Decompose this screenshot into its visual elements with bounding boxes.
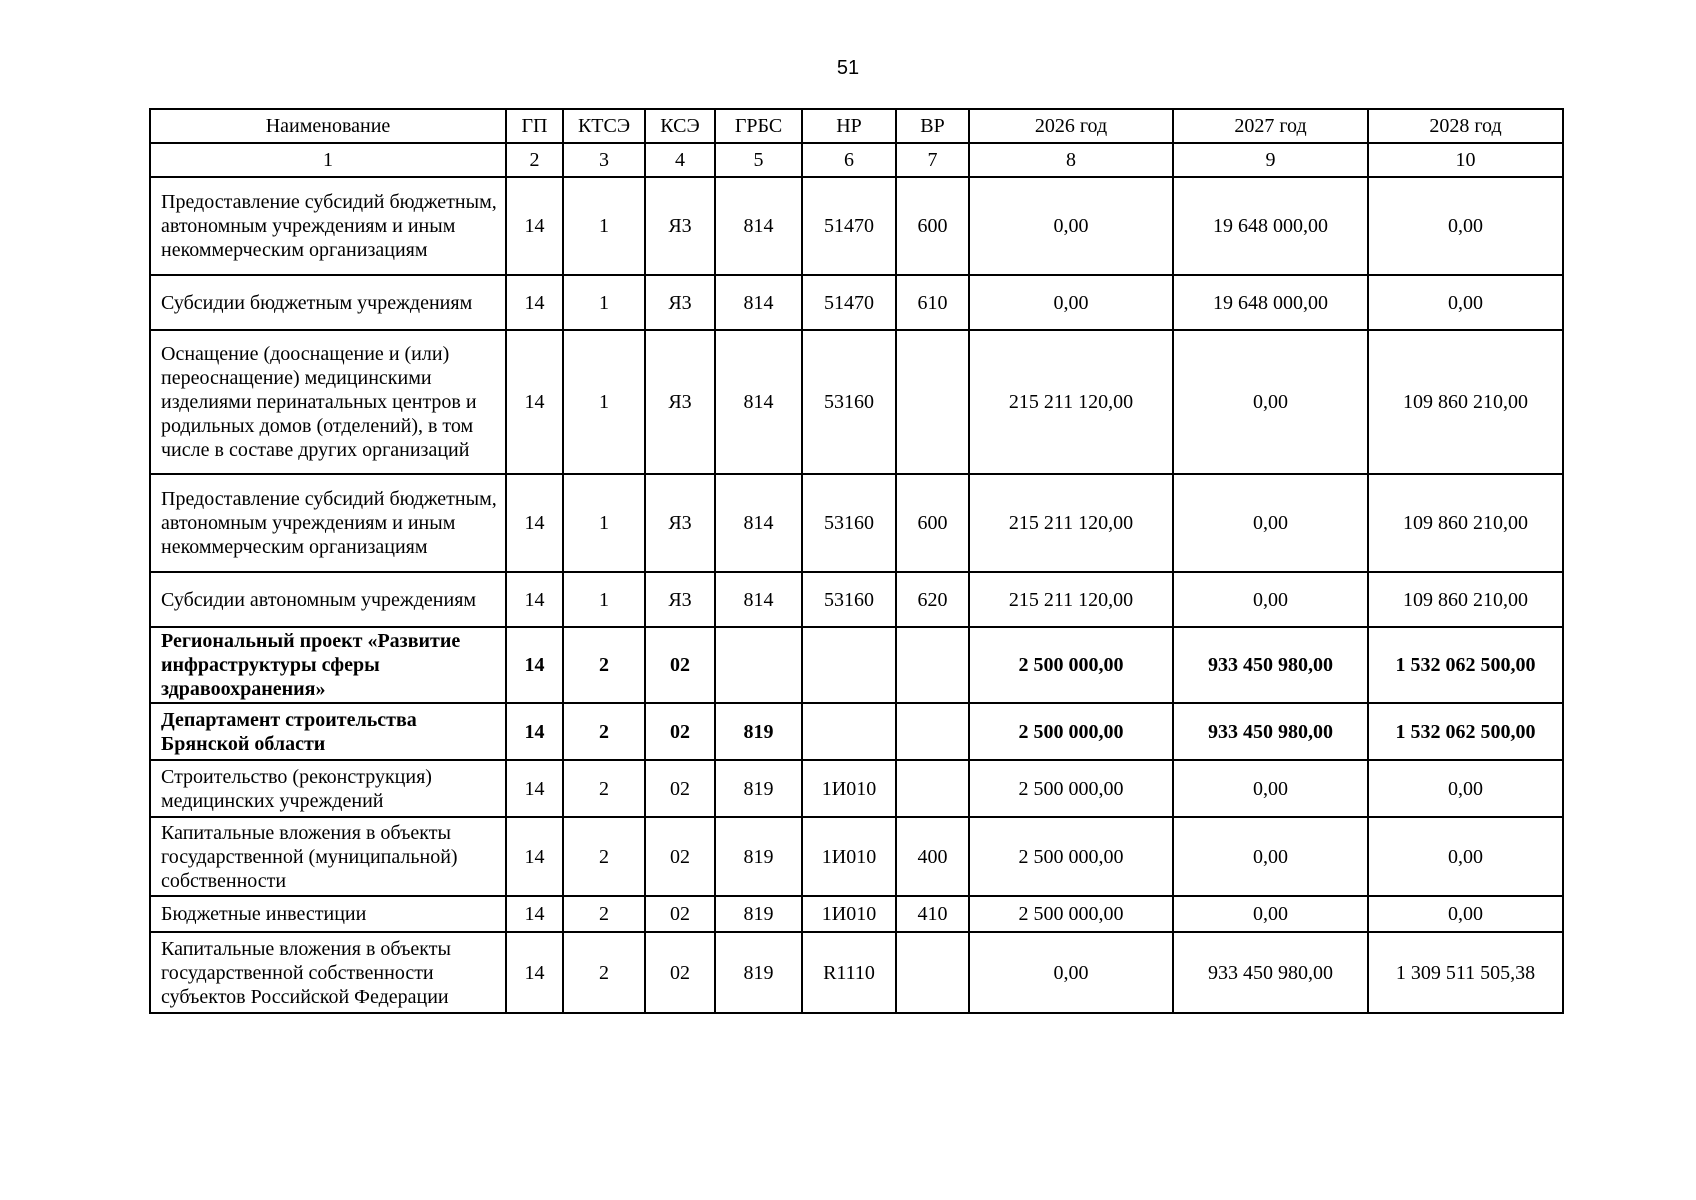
cell-gp: 14 (506, 817, 563, 896)
cell-y2028: 0,00 (1368, 275, 1563, 330)
header-cell-y2028: 2028 год (1368, 109, 1563, 143)
cell-vr: 400 (896, 817, 969, 896)
cell-kse: Я3 (645, 474, 715, 572)
cell-y2028: 109 860 210,00 (1368, 474, 1563, 572)
cell-kse: Я3 (645, 572, 715, 627)
cell-ktse: 1 (563, 177, 645, 275)
cell-nr: 51470 (802, 177, 896, 275)
header-cell-y2027: 2027 год (1173, 109, 1368, 143)
cell-nr: 1И010 (802, 896, 896, 932)
table-row (150, 703, 1563, 760)
header-cell-name: Наименование (150, 109, 506, 143)
budget-table (149, 108, 1564, 1014)
cell-ktse: 1 (563, 474, 645, 572)
cell-kse: 02 (645, 703, 715, 760)
cell-grbs: 819 (715, 817, 802, 896)
cell-y2028: 0,00 (1368, 817, 1563, 896)
cell-kse: Я3 (645, 177, 715, 275)
cell-gp: 14 (506, 330, 563, 474)
cell-y2027: 19 648 000,00 (1173, 275, 1368, 330)
cell-name: Региональный проект «Развитие инфраструктуры сферы здравоохранения» (150, 627, 506, 703)
cell-y2028: 1 309 511 505,38 (1368, 932, 1563, 1013)
cell-nr: 53160 (802, 572, 896, 627)
cell-grbs: 814 (715, 275, 802, 330)
cell-gp: 14 (506, 896, 563, 932)
cell-y2027: 0,00 (1173, 572, 1368, 627)
cell-y2026: 2 500 000,00 (969, 896, 1173, 932)
cell-vr: 600 (896, 177, 969, 275)
table-row (150, 896, 1563, 932)
cell-gp: 14 (506, 932, 563, 1013)
cell-gp: 14 (506, 760, 563, 817)
header-cell-ktse: 3 (563, 143, 645, 177)
cell-nr (802, 703, 896, 760)
cell-nr (802, 627, 896, 703)
header-cell-name: 1 (150, 143, 506, 177)
table-row (150, 932, 1563, 1013)
table-row (150, 572, 1563, 627)
cell-name: Строительство (реконструкция) медицинских учреждений (150, 760, 506, 817)
cell-name: Капитальные вложения в объекты государственной (муниципальной) собственности (150, 817, 506, 896)
cell-y2026: 0,00 (969, 275, 1173, 330)
cell-grbs: 814 (715, 474, 802, 572)
cell-y2026: 215 211 120,00 (969, 572, 1173, 627)
cell-y2026: 0,00 (969, 932, 1173, 1013)
cell-name: Оснащение (дооснащение и (или) переоснащение) медицинскими изделиями перинатальных центров и родильных домов (отделений), в том числе в составе других организаций (150, 330, 506, 474)
cell-kse: 02 (645, 932, 715, 1013)
cell-vr: 600 (896, 474, 969, 572)
header-cell-gp: 2 (506, 143, 563, 177)
cell-y2027: 933 450 980,00 (1173, 627, 1368, 703)
header-cell-ktse: КТСЭ (563, 109, 645, 143)
cell-gp: 14 (506, 572, 563, 627)
cell-kse: Я3 (645, 330, 715, 474)
cell-y2026: 2 500 000,00 (969, 760, 1173, 817)
cell-ktse: 2 (563, 896, 645, 932)
cell-y2026: 2 500 000,00 (969, 817, 1173, 896)
header-cell-y2027: 9 (1173, 143, 1368, 177)
cell-nr: 51470 (802, 275, 896, 330)
cell-name: Субсидии автономным учреждениям (150, 572, 506, 627)
cell-vr (896, 627, 969, 703)
cell-kse: Я3 (645, 275, 715, 330)
cell-ktse: 2 (563, 932, 645, 1013)
cell-nr: 1И010 (802, 817, 896, 896)
cell-y2028: 1 532 062 500,00 (1368, 703, 1563, 760)
column-number-row (150, 143, 1563, 177)
cell-grbs: 819 (715, 760, 802, 817)
table-header-row (150, 109, 1563, 143)
page-number: 51 (836, 57, 860, 79)
cell-name: Бюджетные инвестиции (150, 896, 506, 932)
cell-kse: 02 (645, 817, 715, 896)
cell-name: Предоставление субсидий бюджетным, автономным учреждениям и иным некоммерческим организациям (150, 474, 506, 572)
cell-ktse: 2 (563, 817, 645, 896)
cell-grbs: 814 (715, 572, 802, 627)
table-row (150, 474, 1563, 572)
cell-gp: 14 (506, 627, 563, 703)
cell-y2028: 1 532 062 500,00 (1368, 627, 1563, 703)
cell-ktse: 1 (563, 275, 645, 330)
header-cell-nr: 6 (802, 143, 896, 177)
cell-y2026: 0,00 (969, 177, 1173, 275)
cell-ktse: 2 (563, 627, 645, 703)
cell-vr (896, 932, 969, 1013)
cell-vr (896, 703, 969, 760)
header-cell-kse: КСЭ (645, 109, 715, 143)
cell-ktse: 1 (563, 330, 645, 474)
cell-y2027: 933 450 980,00 (1173, 932, 1368, 1013)
cell-vr (896, 330, 969, 474)
cell-y2027: 0,00 (1173, 896, 1368, 932)
header-cell-vr: 7 (896, 143, 969, 177)
cell-vr: 610 (896, 275, 969, 330)
cell-gp: 14 (506, 703, 563, 760)
cell-vr: 620 (896, 572, 969, 627)
cell-gp: 14 (506, 474, 563, 572)
table-row (150, 760, 1563, 817)
cell-y2026: 2 500 000,00 (969, 703, 1173, 760)
cell-y2026: 215 211 120,00 (969, 330, 1173, 474)
header-cell-y2028: 10 (1368, 143, 1563, 177)
header-cell-grbs: 5 (715, 143, 802, 177)
cell-y2027: 19 648 000,00 (1173, 177, 1368, 275)
header-cell-nr: НР (802, 109, 896, 143)
cell-name: Субсидии бюджетным учреждениям (150, 275, 506, 330)
cell-ktse: 2 (563, 703, 645, 760)
cell-kse: 02 (645, 627, 715, 703)
table-row (150, 275, 1563, 330)
cell-nr: 1И010 (802, 760, 896, 817)
cell-y2028: 0,00 (1368, 177, 1563, 275)
cell-y2027: 0,00 (1173, 330, 1368, 474)
cell-y2028: 0,00 (1368, 760, 1563, 817)
header-cell-gp: ГП (506, 109, 563, 143)
cell-y2026: 215 211 120,00 (969, 474, 1173, 572)
cell-y2028: 109 860 210,00 (1368, 330, 1563, 474)
cell-y2028: 109 860 210,00 (1368, 572, 1563, 627)
cell-vr (896, 760, 969, 817)
header-cell-vr: ВР (896, 109, 969, 143)
header-cell-y2026: 2026 год (969, 109, 1173, 143)
cell-name: Предоставление субсидий бюджетным, автономным учреждениям и иным некоммерческим организациям (150, 177, 506, 275)
cell-y2027: 0,00 (1173, 474, 1368, 572)
cell-y2026: 2 500 000,00 (969, 627, 1173, 703)
cell-name: Капитальные вложения в объекты государственной собственности субъектов Российской Федерации (150, 932, 506, 1013)
cell-grbs: 819 (715, 896, 802, 932)
table-row (150, 330, 1563, 474)
cell-nr: 53160 (802, 330, 896, 474)
cell-kse: 02 (645, 760, 715, 817)
table-body (150, 109, 1563, 1013)
cell-y2027: 933 450 980,00 (1173, 703, 1368, 760)
table-row (150, 627, 1563, 703)
header-cell-y2026: 8 (969, 143, 1173, 177)
header-cell-kse: 4 (645, 143, 715, 177)
header-cell-grbs: ГРБС (715, 109, 802, 143)
cell-vr: 410 (896, 896, 969, 932)
cell-kse: 02 (645, 896, 715, 932)
cell-nr: R1110 (802, 932, 896, 1013)
cell-nr: 53160 (802, 474, 896, 572)
cell-grbs: 819 (715, 932, 802, 1013)
cell-y2028: 0,00 (1368, 896, 1563, 932)
cell-gp: 14 (506, 275, 563, 330)
cell-name: Департамент строительства Брянской области (150, 703, 506, 760)
cell-gp: 14 (506, 177, 563, 275)
table-row (150, 177, 1563, 275)
cell-grbs: 819 (715, 703, 802, 760)
cell-grbs: 814 (715, 330, 802, 474)
cell-grbs (715, 627, 802, 703)
cell-ktse: 1 (563, 572, 645, 627)
cell-y2027: 0,00 (1173, 817, 1368, 896)
cell-ktse: 2 (563, 760, 645, 817)
table-row (150, 817, 1563, 896)
cell-grbs: 814 (715, 177, 802, 275)
cell-y2027: 0,00 (1173, 760, 1368, 817)
